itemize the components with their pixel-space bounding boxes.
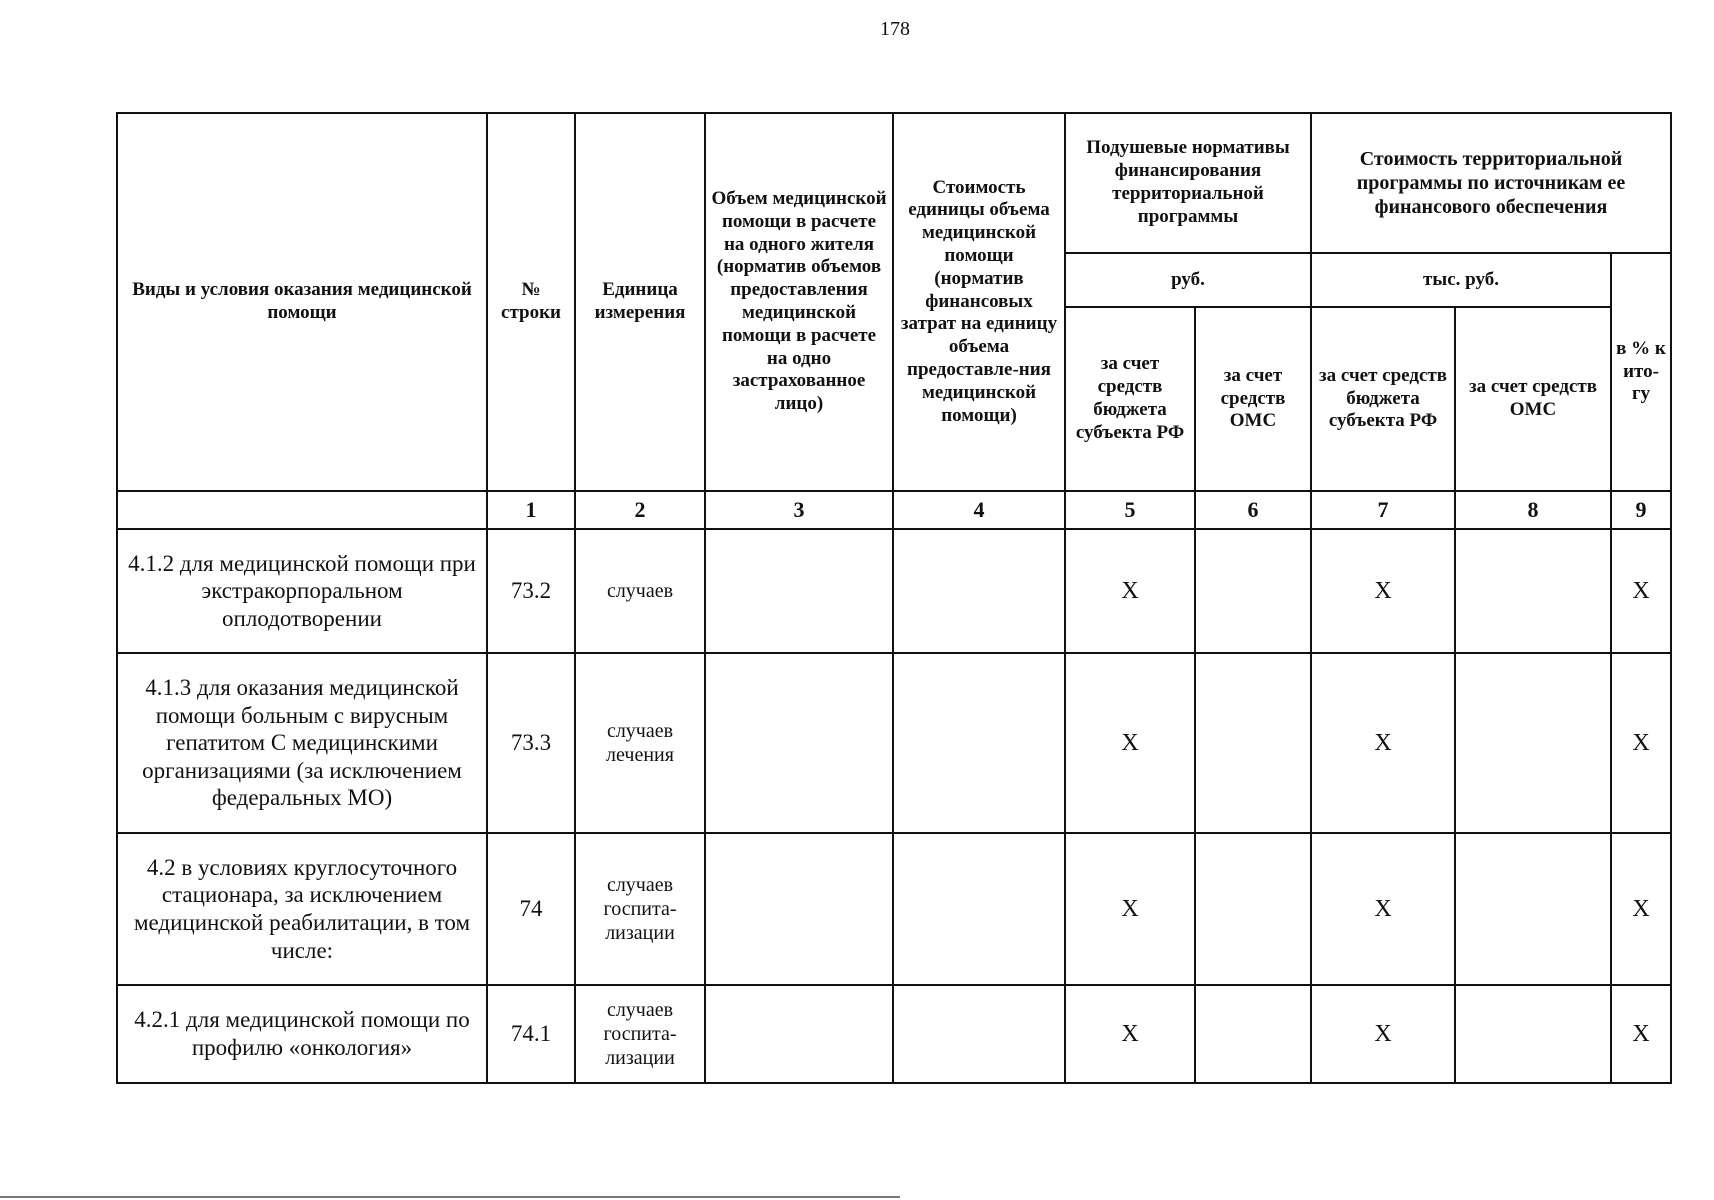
header-row-no: № строки bbox=[487, 113, 575, 491]
scan-edge-line bbox=[0, 1196, 900, 1198]
column-number: 6 bbox=[1195, 491, 1311, 529]
header-territorial-cost: Стоимость территориальной программы по источникам ее финансового обеспечения bbox=[1311, 113, 1671, 253]
header-kind: Виды и условия оказания медицинской помощи bbox=[117, 113, 487, 491]
header-rub: руб. bbox=[1065, 253, 1311, 307]
column-number: 7 bbox=[1311, 491, 1455, 529]
row-oms-thousand bbox=[1455, 653, 1611, 833]
row-budget-rf: Х bbox=[1065, 833, 1195, 985]
row-number: 74.1 bbox=[487, 985, 575, 1083]
column-number: 2 bbox=[575, 491, 705, 529]
header-oms: за счет средств ОМС bbox=[1195, 307, 1311, 491]
row-unit: случаев госпита-лизации bbox=[575, 833, 705, 985]
row-oms-thousand bbox=[1455, 529, 1611, 653]
row-volume bbox=[705, 833, 893, 985]
row-number: 74 bbox=[487, 833, 575, 985]
row-name: 4.1.2 для медицинской помощи при экстракорпоральном оплодотворении bbox=[117, 529, 487, 653]
row-volume bbox=[705, 529, 893, 653]
row-percent: Х bbox=[1611, 653, 1671, 833]
row-budget-rf: Х bbox=[1065, 529, 1195, 653]
row-unit: случаев лечения bbox=[575, 653, 705, 833]
header-budget-rf-2: за счет средств бюджета субъекта РФ bbox=[1311, 307, 1455, 491]
row-budget-rf-thousand: Х bbox=[1311, 985, 1455, 1083]
row-name: 4.1.3 для оказания медицинской помощи больным с вирусным гепатитом С медицинскими организациями (за исключением федеральных МО) bbox=[117, 653, 487, 833]
header-percent: в % к ито-гу bbox=[1611, 253, 1671, 491]
header-per-capita: Подушевые нормативы финансирования территориальной программы bbox=[1065, 113, 1311, 253]
column-number-blank bbox=[117, 491, 487, 529]
row-name: 4.2.1 для медицинской помощи по профилю «онкология» bbox=[117, 985, 487, 1083]
table-row bbox=[117, 985, 1671, 1083]
row-volume bbox=[705, 653, 893, 833]
row-name: 4.2 в условиях круглосуточного стационара, за исключением медицинской реабилитации, в том числе: bbox=[117, 833, 487, 985]
row-budget-rf-thousand: Х bbox=[1311, 653, 1455, 833]
row-volume bbox=[705, 985, 893, 1083]
row-percent: Х bbox=[1611, 985, 1671, 1083]
row-cost-unit bbox=[893, 985, 1065, 1083]
table-row bbox=[117, 833, 1671, 985]
row-oms bbox=[1195, 529, 1311, 653]
header-oms-2: за счет средств ОМС bbox=[1455, 307, 1611, 491]
row-number: 73.2 bbox=[487, 529, 575, 653]
table-row bbox=[117, 653, 1671, 833]
header-cost-unit: Стоимость единицы объема медицинской помощи (норматив финансовых затрат на единицу объема предоставле-ния медицинской помощи) bbox=[893, 113, 1065, 491]
row-budget-rf-thousand: Х bbox=[1311, 833, 1455, 985]
row-oms-thousand bbox=[1455, 833, 1611, 985]
header-unit: Единица измерения bbox=[575, 113, 705, 491]
page-number: 178 bbox=[880, 18, 910, 40]
header-thousand-rub: тыс. руб. bbox=[1311, 253, 1611, 307]
row-cost-unit bbox=[893, 529, 1065, 653]
row-percent: Х bbox=[1611, 833, 1671, 985]
row-cost-unit bbox=[893, 653, 1065, 833]
column-number: 5 bbox=[1065, 491, 1195, 529]
row-budget-rf: Х bbox=[1065, 985, 1195, 1083]
territorial-program-table bbox=[116, 112, 1672, 1084]
table-row bbox=[117, 529, 1671, 653]
row-number: 73.3 bbox=[487, 653, 575, 833]
row-percent: Х bbox=[1611, 529, 1671, 653]
row-oms bbox=[1195, 985, 1311, 1083]
row-oms-thousand bbox=[1455, 985, 1611, 1083]
row-oms bbox=[1195, 833, 1311, 985]
row-unit: случаев bbox=[575, 529, 705, 653]
row-cost-unit bbox=[893, 833, 1065, 985]
column-number-row bbox=[117, 491, 1671, 529]
column-number: 9 bbox=[1611, 491, 1671, 529]
header-budget-rf: за счет средств бюджета субъекта РФ bbox=[1065, 307, 1195, 491]
row-budget-rf: Х bbox=[1065, 653, 1195, 833]
row-unit: случаев госпита-лизации bbox=[575, 985, 705, 1083]
column-number: 3 bbox=[705, 491, 893, 529]
column-number: 8 bbox=[1455, 491, 1611, 529]
row-oms bbox=[1195, 653, 1311, 833]
header-volume: Объем медицинской помощи в расчете на одного жителя (норматив объемов предоставления медицинской помощи в расчете на одно застрахованное лицо) bbox=[705, 113, 893, 491]
row-budget-rf-thousand: Х bbox=[1311, 529, 1455, 653]
column-number: 1 bbox=[487, 491, 575, 529]
column-number: 4 bbox=[893, 491, 1065, 529]
